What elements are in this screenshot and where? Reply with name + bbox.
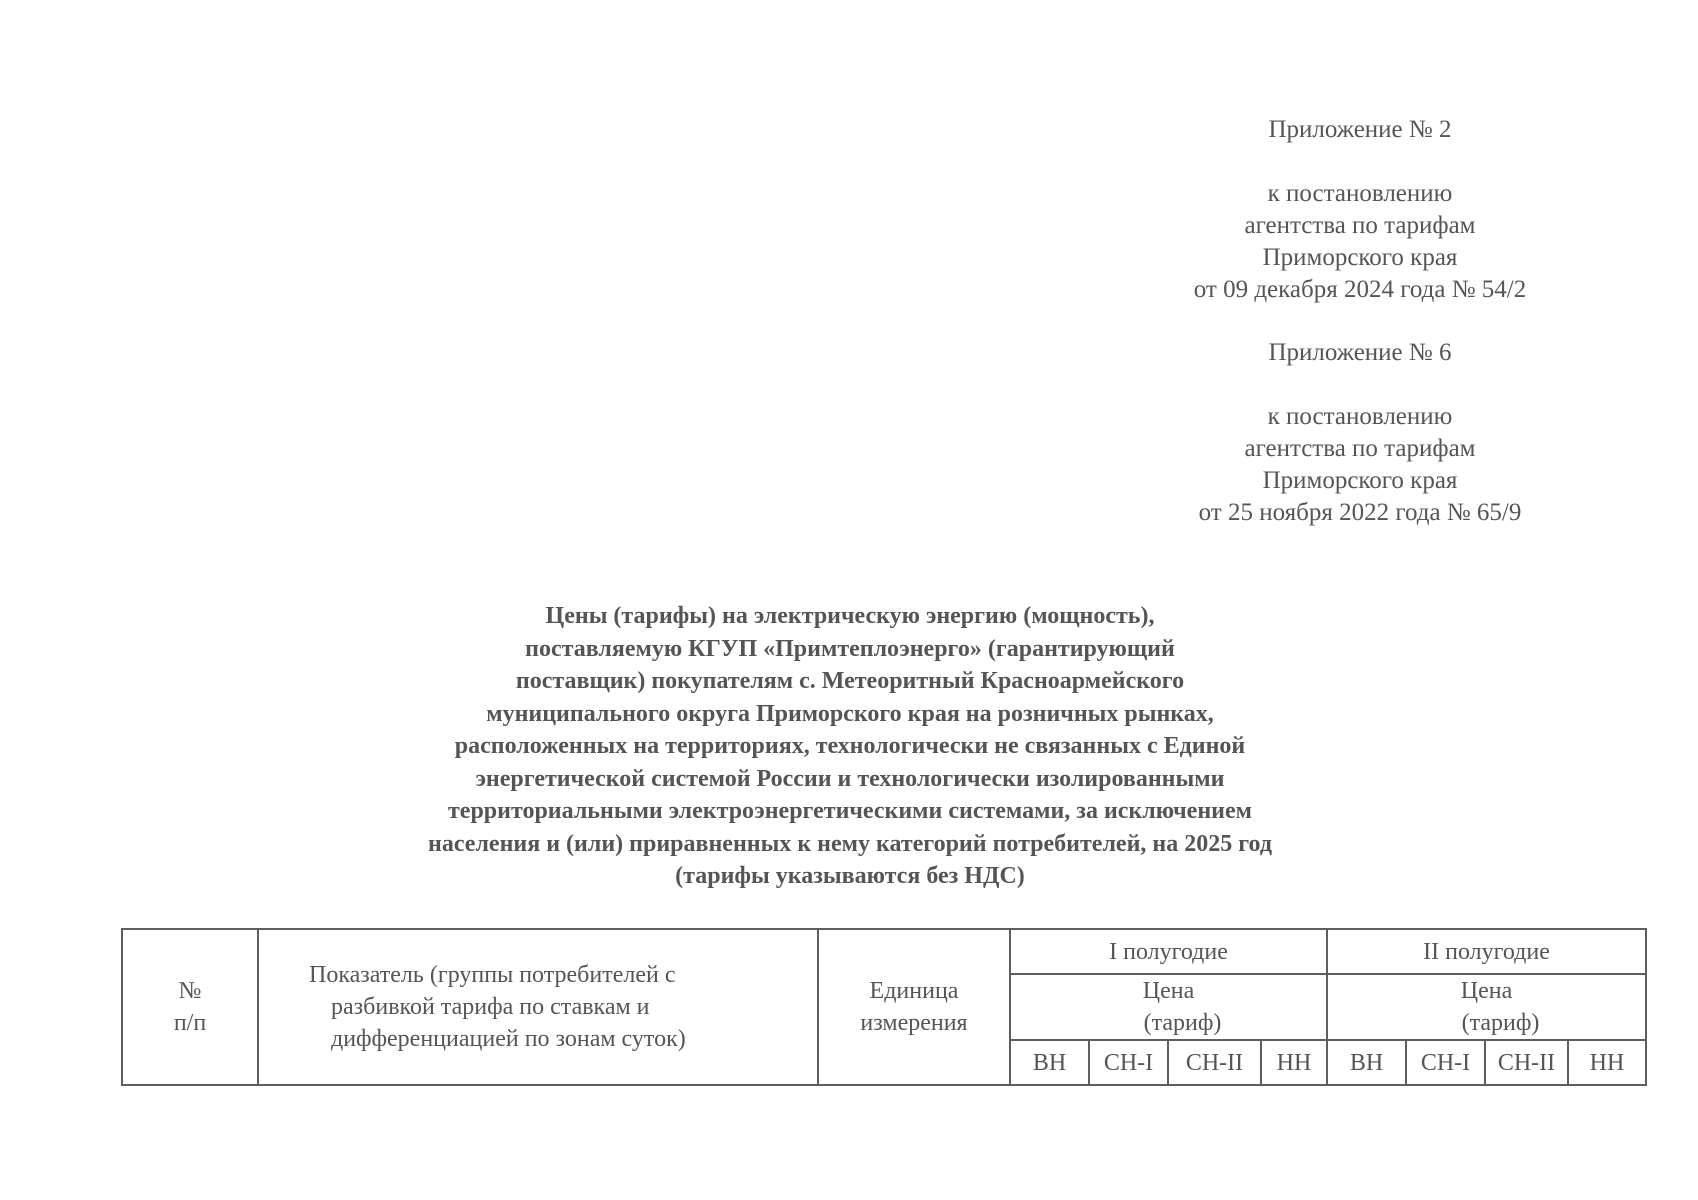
table-header-row: [122, 929, 1646, 974]
voltage-level-header: СН-I: [1406, 1040, 1485, 1085]
voltage-level-header: СН-II: [1168, 1040, 1261, 1085]
title-line: расположенных на территориях, технологически не связанных с Единой: [454, 733, 1246, 759]
document-title: [300, 600, 1400, 893]
annex-line: от 09 декабря 2024 года № 54/2: [1193, 276, 1527, 303]
annex-line: от 25 ноября 2022 года № 65/9: [1198, 499, 1522, 526]
annex-line: агентства по тарифам: [1244, 435, 1476, 462]
voltage-level-header: ВН: [1327, 1040, 1406, 1085]
annex-line: агентства по тарифам: [1244, 212, 1476, 239]
number-column-header: № п/п: [122, 929, 258, 1085]
annex-stamp-6: [1150, 337, 1570, 529]
annex-line: к постановлению: [1267, 403, 1453, 430]
title-line: муниципального округа Приморского края на розничных рынках,: [486, 700, 1214, 727]
tariff-table: [121, 928, 1647, 1086]
second-half-year-header: II полугодие: [1327, 929, 1646, 974]
title-line: населения и (или) приравненных к нему категорий потребителей, на 2025 год: [428, 830, 1272, 857]
voltage-level-header: СН-I: [1089, 1040, 1168, 1085]
annex-line: Приморского края: [1262, 244, 1458, 271]
title-line: (тарифы указываются без НДС): [675, 863, 1025, 889]
unit-column-header: Единица измерения: [818, 929, 1010, 1085]
title-line: Цены (тарифы) на электрическую энергию (мощность),: [545, 603, 1155, 629]
title-line: территориальными электроэнергетическими системами, за исключением: [448, 798, 1252, 824]
first-half-year-header: I полугодие: [1010, 929, 1327, 974]
voltage-level-header: СН-II: [1485, 1040, 1568, 1085]
annex-title: Приложение № 6: [1268, 339, 1452, 366]
annex-line: к постановлению: [1267, 180, 1453, 207]
price-header-1: Цена (тариф): [1010, 974, 1327, 1040]
annex-stamp-2: [1150, 114, 1570, 306]
voltage-level-header: ВН: [1010, 1040, 1089, 1085]
annex-title: Приложение № 2: [1268, 116, 1452, 143]
title-line: поставляемую КГУП «Примтеплоэнерго» (гарантирующий: [525, 635, 1175, 662]
indicator-column-header: Показатель (группы потребителей с разбивкой тарифа по ставкам и дифференциацией по зонам суток): [258, 929, 818, 1085]
title-line: поставщик) покупателям с. Метеоритный Красноармейского: [515, 668, 1185, 694]
title-line: энергетической системой России и технологически изолированными: [475, 765, 1225, 792]
annex-line: Приморского края: [1262, 467, 1458, 494]
voltage-level-header: НН: [1568, 1040, 1646, 1085]
price-header-2: Цена (тариф): [1327, 974, 1646, 1040]
voltage-level-header: НН: [1261, 1040, 1327, 1085]
